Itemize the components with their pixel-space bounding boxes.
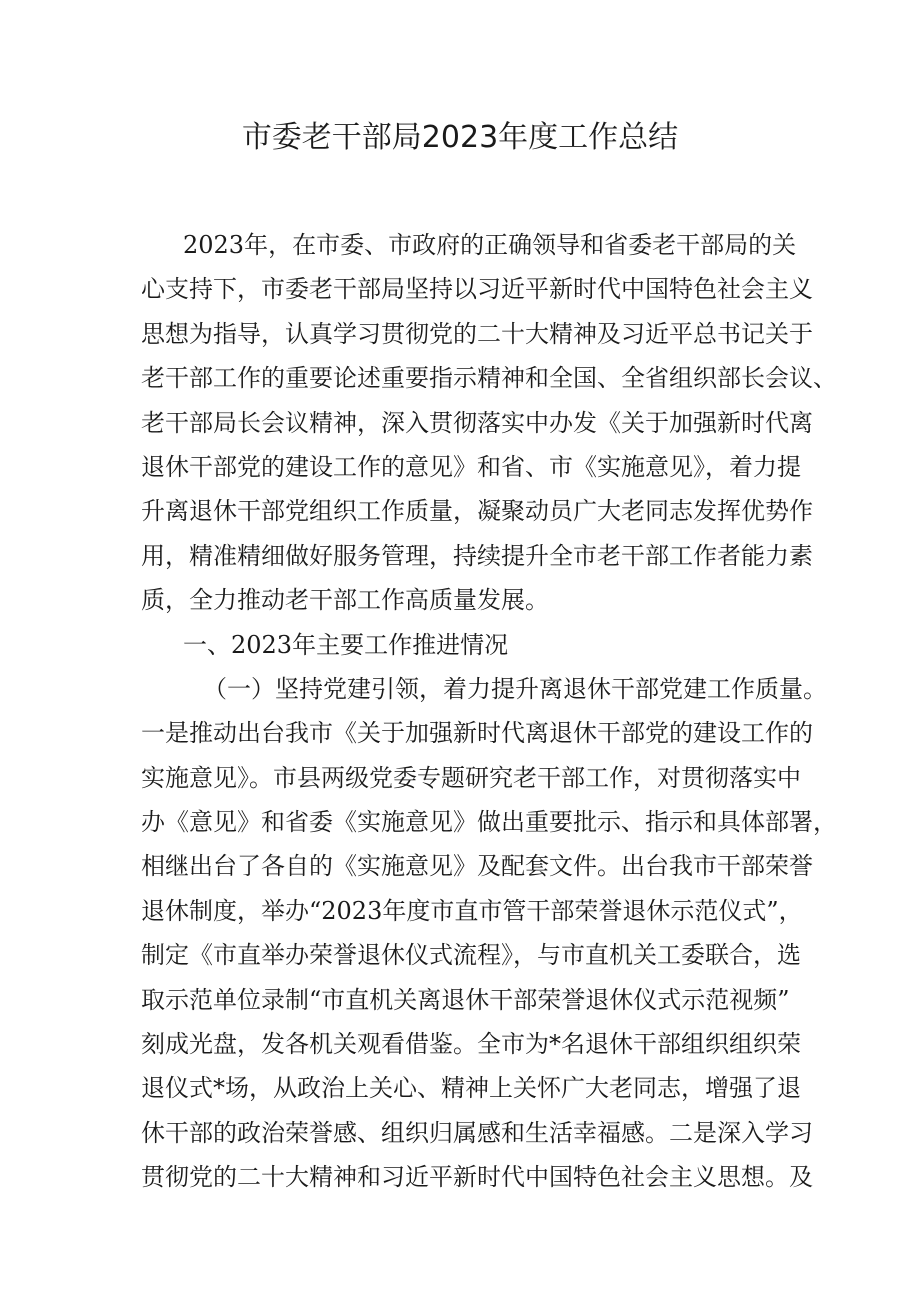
paragraph-line: 取示范单位录制“市直机关离退休干部荣誉退休仪式示范视频” xyxy=(141,985,790,1014)
document-body xyxy=(141,223,837,1200)
paragraph-line: 老干部局长会议精神，深入贯彻落实中办发《关于加强新时代离 xyxy=(141,408,813,437)
paragraph-line: 升离退休干部党组织工作质量，凝聚动员广大老同志发挥优势作 xyxy=(141,497,813,526)
section-heading: 一、2023年主要工作推进情况 xyxy=(183,630,509,659)
paragraph-line: 办《意见》和省委《实施意见》做出重要批示、指示和具体部署， xyxy=(141,808,837,837)
paragraph-line: 休干部的政治荣誉感、组织归属感和生活幸福感。二是深入学习 xyxy=(141,1118,813,1147)
paragraph-line: 退休制度，举办“2023年度市直市管干部荣誉退休示范仪式”， xyxy=(141,896,803,925)
paragraph-line: 刻成光盘，发各机关观看借鉴。全市为*名退休干部组织组织荣 xyxy=(141,1030,801,1059)
paragraph-line: 贯彻党的二十大精神和习近平新时代中国特色社会主义思想。及 xyxy=(141,1163,813,1192)
paragraph-line: 用，精准精细做好服务管理，持续提升全市老干部工作者能力素 xyxy=(141,541,813,570)
paragraph-line: 退休干部党的建设工作的意见》和省、市《实施意见》，着力提 xyxy=(141,452,801,481)
paragraph-line: 2023年，在市委、市政府的正确领导和省委老干部局的关 xyxy=(183,231,797,259)
paragraph-line: 相继出台了各自的《实施意见》及配套文件。出台我市干部荣誉 xyxy=(141,852,813,881)
paragraph-line: 质，全力推动老干部工作高质量发展。 xyxy=(141,586,549,615)
paragraph-line: 心支持下，市委老干部局坚持以习近平新时代中国特色社会主义 xyxy=(141,275,813,304)
paragraph-line: 退仪式*场，从政治上关心、精神上关怀广大老同志，增强了退 xyxy=(141,1074,801,1103)
paragraph-line: 一是推动出台我市《关于加强新时代离退休干部党的建设工作的 xyxy=(141,719,813,748)
paragraph-line: 制定《市直举办荣誉退休仪式流程》，与市直机关工委联合，选 xyxy=(141,941,801,970)
document-title: 市委老干部局2023年度工作总结 xyxy=(241,120,679,155)
paragraph-line: 老干部工作的重要论述重要指示精神和全国、全省组织部长会议、 xyxy=(141,364,837,393)
paragraph-line: 实施意见》。市县两级党委专题研究老干部工作，对贯彻落实中 xyxy=(141,763,801,792)
subsection-heading: （一）坚持党建引领，着力提升离退休干部党建工作质量。 xyxy=(203,674,827,703)
paragraph-line: 思想为指导，认真学习贯彻党的二十大精神及习近平总书记关于 xyxy=(141,319,813,348)
